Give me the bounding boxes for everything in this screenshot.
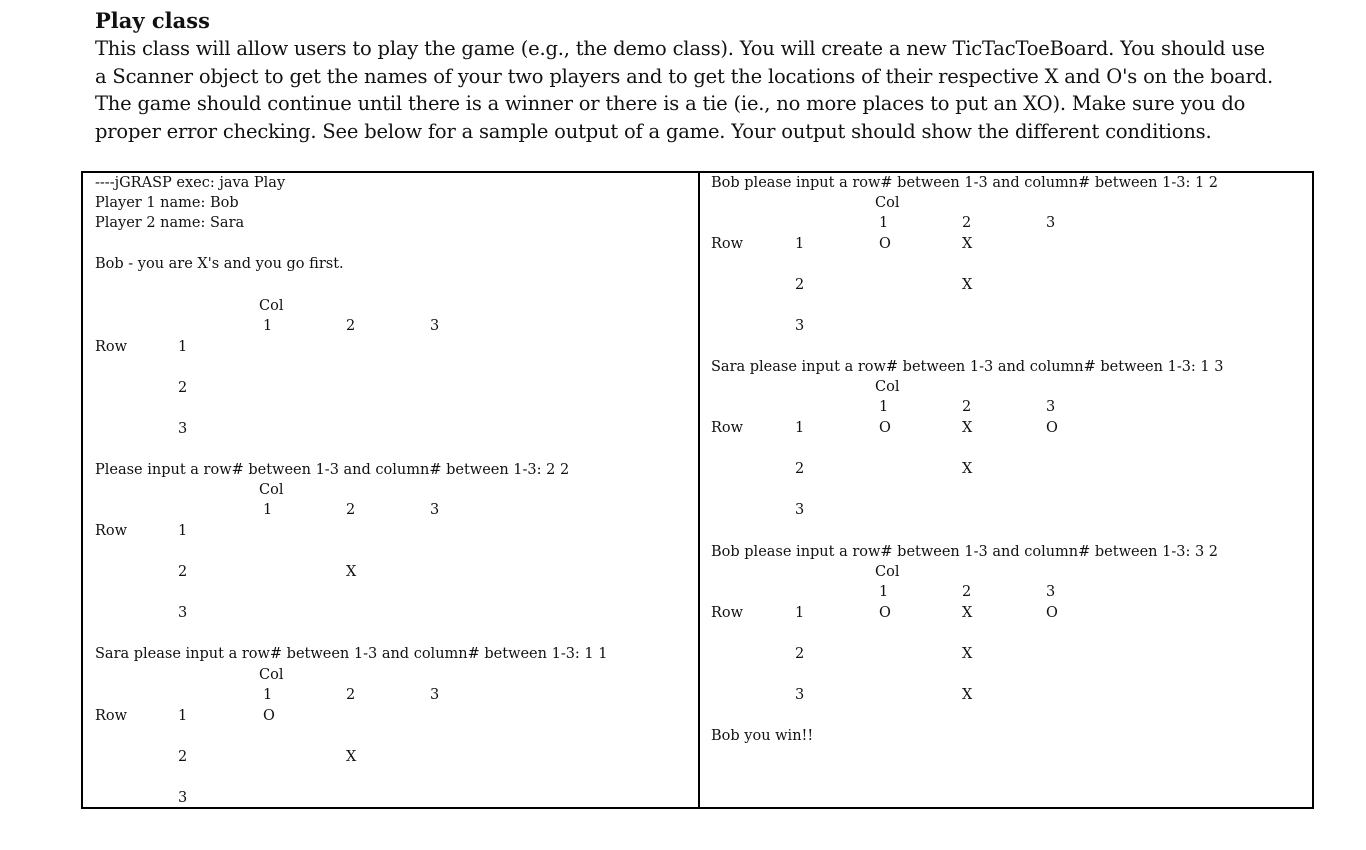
prompt-line: Bob please input a row# between 1-3 and column# between 1-3: 1 2 [711, 175, 1219, 191]
col-number: 3 [1046, 584, 1056, 600]
col-label: Col [875, 564, 900, 580]
section-heading: Play class [95, 8, 210, 33]
col-number: 1 [263, 687, 273, 703]
intro-line: a Scanner object to get the names of your two players and to get the locations of their respective X and O's on the board. [95, 64, 1273, 88]
board-cell: X [346, 564, 357, 580]
col-label: Col [259, 298, 284, 314]
board-cell: X [962, 605, 973, 621]
row-number: 1 [795, 605, 805, 621]
row-number: 2 [795, 461, 805, 477]
row-number: 1 [178, 523, 188, 539]
row-number: 3 [178, 790, 188, 806]
board-cell: O [1046, 605, 1058, 621]
col-number: 2 [962, 399, 972, 415]
result-line: Bob you win!! [711, 728, 814, 744]
row-number: 3 [795, 687, 805, 703]
board-cell: X [346, 749, 357, 765]
col-label: Col [875, 195, 900, 211]
col-number: 3 [430, 502, 440, 518]
col-number: 1 [263, 318, 273, 334]
col-label: Col [259, 482, 284, 498]
col-label: Col [259, 667, 284, 683]
player1-line: Player 1 name: Bob [95, 195, 239, 211]
row-number: 1 [795, 420, 805, 436]
row-number: 1 [178, 708, 188, 724]
row-number: 3 [178, 605, 188, 621]
row-label: Row [711, 420, 744, 436]
col-number: 2 [346, 502, 356, 518]
col-number: 1 [879, 399, 889, 415]
col-number: 3 [430, 687, 440, 703]
board-cell: O [879, 420, 891, 436]
row-number: 3 [795, 502, 805, 518]
row-label: Row [95, 523, 128, 539]
prompt-line: Sara please input a row# between 1-3 and column# between 1-3: 1 3 [711, 359, 1224, 375]
row-number: 2 [178, 564, 188, 580]
col-number: 3 [1046, 399, 1056, 415]
board-cell: O [263, 708, 275, 724]
col-label: Col [875, 379, 900, 395]
col-number: 2 [346, 318, 356, 334]
board-cell: X [962, 461, 973, 477]
intro-line: proper error checking. See below for a sample output of a game. Your output should show the different conditions. [95, 119, 1212, 143]
row-label: Row [95, 708, 128, 724]
col-number: 2 [962, 215, 972, 231]
row-label: Row [95, 339, 128, 355]
row-label: Row [711, 236, 744, 252]
col-number: 1 [879, 215, 889, 231]
row-label: Row [711, 605, 744, 621]
prompt-line: Sara please input a row# between 1-3 and column# between 1-3: 1 1 [95, 646, 608, 662]
row-number: 2 [795, 646, 805, 662]
prompt-line: Bob please input a row# between 1-3 and column# between 1-3: 3 2 [711, 544, 1219, 560]
board-cell: X [962, 277, 973, 293]
column-divider [698, 171, 700, 809]
row-number: 3 [178, 421, 188, 437]
exec-line: ----jGRASP exec: java Play [95, 175, 286, 191]
board-cell: X [962, 236, 973, 252]
board-cell: X [962, 420, 973, 436]
prompt-line: Please input a row# between 1-3 and column# between 1-3: 2 2 [95, 462, 570, 478]
row-number: 1 [795, 236, 805, 252]
col-number: 1 [263, 502, 273, 518]
row-number: 2 [795, 277, 805, 293]
row-number: 2 [178, 749, 188, 765]
player2-line: Player 2 name: Sara [95, 215, 245, 231]
col-number: 1 [879, 584, 889, 600]
board-cell: O [879, 605, 891, 621]
col-number: 3 [1046, 215, 1056, 231]
col-number: 2 [346, 687, 356, 703]
first-move-line: Bob - you are X's and you go first. [95, 256, 344, 272]
board-cell: O [1046, 420, 1058, 436]
intro-paragraph [95, 35, 1325, 145]
row-number: 2 [178, 380, 188, 396]
board-cell: O [879, 236, 891, 252]
row-number: 1 [178, 339, 188, 355]
intro-line: The game should continue until there is a winner or there is a tie (ie., no more places to put an XO). Make sure you do [95, 92, 1246, 115]
board-cell: X [962, 687, 973, 703]
row-number: 3 [795, 318, 805, 334]
board-cell: X [962, 646, 973, 662]
intro-line: This class will allow users to play the game (e.g., the demo class). You will create a new TicTacToeBoard. You should use [95, 37, 1265, 60]
col-number: 3 [430, 318, 440, 334]
col-number: 2 [962, 584, 972, 600]
